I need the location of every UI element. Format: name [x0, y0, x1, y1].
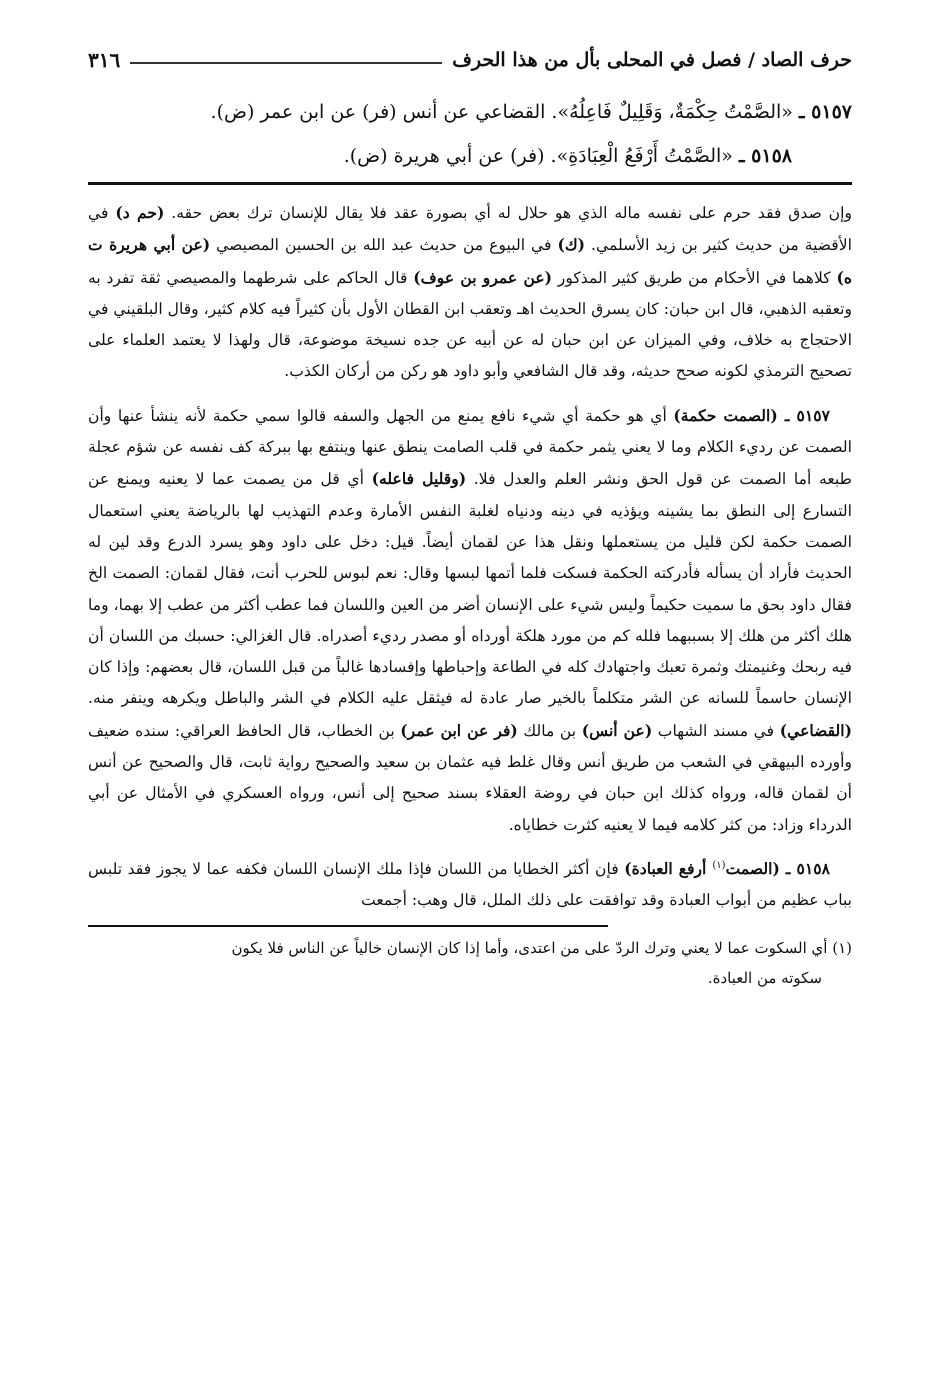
entry-number: ٥١٥٨ ـ — [779, 858, 830, 878]
source-code: (حم د) — [115, 203, 165, 222]
commentary-text: بن الخطاب، قال الحافظ العراقي: سنده ضعيف وأورده البيهقي في الشعب من طريق أنس وقال غلط فيه عثمان بن سعيد والصحيح رواية ثابت، قال والصحيح عن أنس أن لقمان قاله، ورواه كذلك ابن حبان في روضة العقلاء بسند صحيح إلى أنس، ورواه العسكري في الأمثال عن أبي الدرداء وزاد: من كثر كلامه فيما لا يعنيه كثرت خطاياه. — [88, 721, 852, 834]
commentary-text: في البيوع من حديث عبد الله بن الحسين المصيصي — [210, 236, 558, 255]
quoted-phrase: (الصمت حكمة) — [673, 405, 778, 425]
source-code: (عن أبي هريرة ت ه) — [88, 235, 852, 287]
book-page — [88, 40, 852, 993]
footnote-text: سكوته من العبادة. — [707, 968, 822, 987]
commentary-text: أي قل من يصمت عما لا يعنيه ويمنع عن التسارع إلى النطق بما يشينه ويؤذيه في دينه ودنياه لغلبة النفس الأمارة وعدم التهذيب لها بالرياضة يعني استعمال الصمت حكمة لكن قليل من يستعملها ونقل هذا عن لقمان أيضاً. قيل: دخل على داود وهو يسرد الدرع وقد لين له الحديث فأراد أن يسأله فأدركته الحكمة فسكت فلما أتمها لبسها وقال: نعم لبوس للحرب أنت، فقال لقمان: الصمت الخ فقال داود بحق ما سميت حكيماً وليس شيء على الإنسان أضر من العين واللسان فما عطب أكثر من عطب إلا بهما، وما هلك أكثر من هلك إلا بسببهما فلله كم من مورد هلكة أورداه أو مصدر رديء أصدراه. قال الغزالي: حسبك من اللسان أن فيه ربحك وغنيمتك وثمرة تعبك واجتهادك كله في الطاعة وإحباطها وإفسادها غالباً من قبل اللسان، قال بعضهم: وإذا كان الإنسان حاسماً للسانه عن الشر متكلماً بالخير صار عادة له فيثقل عليه الكلام في الشر والباطل ويكرهه وينفر منه. — [88, 470, 852, 708]
quoted-phrase: (وقليل فاعله) — [371, 469, 467, 489]
header-rule — [130, 62, 442, 64]
hadith-entry-5157 — [88, 90, 852, 134]
commentary-text: بن مالك — [517, 721, 582, 740]
footnote-1 — [88, 933, 852, 993]
hadith-text: «الصَّمْتُ حِكْمَةٌ، وَقَلِيلٌ فَاعِلُهُ». القضاعي عن أنس (فر) عن ابن عمر (ض). — [210, 101, 793, 123]
footnote-divider — [88, 925, 608, 927]
hadith-entry-5158 — [88, 134, 852, 178]
commentary-entry-5158 — [88, 853, 852, 917]
page-number: ٣١٦ — [88, 48, 121, 72]
commentary-text: أي هو حكمة أي شيء نافع يمنع من الجهل والسفه قالوا سمي حكمة لأنه ينشأ عنها وأن الصمت عن رديء الكلام وما لا يعني يثمر حكمة في قلب الصامت ينطق عنها وينتفع بها ببركة كف نفسه عن شؤم عجلة طبعه أما الصمت عن قول الحق ونشر العلم والعدل فلا. — [88, 406, 852, 489]
running-header — [88, 40, 852, 80]
header-title: حرف الصاد / فصل في المحلى بأل من هذا الحرف — [452, 49, 852, 71]
commentary-entry-5157 — [88, 400, 852, 841]
commentary-text: في مسند الشهاب — [652, 721, 780, 740]
footnote-text: أي السكوت عما لا يعني وترك الردّ على من اعتدى، وأما إذا كان الإنسان خالياً عن الناس فلا يكون — [231, 938, 833, 957]
source-code: (ك) — [557, 235, 586, 255]
commentary-text: وإن صدق فقد حرم على نفسه ماله الذي هو حلال له أي بصورة عقد فلا يقال للإنسان ترك بعض حقه. — [164, 204, 852, 222]
source-code: (عن أنس) — [581, 720, 653, 740]
hadith-number: ٥١٥٨ ـ — [738, 145, 792, 167]
commentary-section — [88, 197, 852, 917]
source-code: (عن عمرو بن عوف) — [413, 267, 553, 287]
source-code: (القضاعي) — [779, 720, 852, 740]
entry-number: ٥١٥٧ ـ — [777, 405, 830, 425]
footnote-reference[interactable]: (١) — [712, 859, 726, 871]
commentary-text: كلاهما في الأحكام من طريق كثير المذكور — [552, 268, 837, 287]
quoted-phrase: أرفع العبادة) — [624, 858, 713, 878]
matn-commentary-divider — [88, 182, 852, 185]
quoted-phrase: (الصمت — [725, 858, 780, 878]
commentary-text: في الأقضية من حديث كثير بن زيد الأسلمي. — [88, 204, 852, 255]
commentary-text: فإن أكثر الخطايا من اللسان فإذا ملك الإنسان اللسان فكفه عما لا يجوز فقد تلبس بباب عظيم من أبواب العبادة وقد توافقت على ذلك الملل، قال وهب: أجمعت — [88, 859, 852, 910]
hadith-text-section — [88, 90, 852, 178]
commentary-continuation — [88, 197, 852, 388]
commentary-text: قال الحاكم على شرطهما والمصيصي ثقة تفرد به وتعقبه الذهبي، قال ابن حبان: كان يسرق الحديث اهـ وتعقب ابن القطان الأول بأن كثيراً فيه كلام كثير، وقال البلقيني في الاحتجاج به خلاف، وفي الميزان عن ابن حبان له عن أبيه عن جده نسيخة موضوعة، قال ولهذا لا يعتمد العلماء على تصحيح الترمذي لكونه صحح حديثه، وقد قال الشافعي وأبو داود هو ركن من أركان الكذب. — [88, 268, 852, 381]
footnote-marker: (١) — [832, 938, 852, 957]
hadith-text: «الصَّمْتُ أَرْفَعُ الْعِبَادَةِ». (فر) عن أبي هريرة (ض). — [343, 145, 733, 167]
source-code: (فر عن ابن عمر) — [400, 720, 518, 740]
hadith-number: ٥١٥٧ ـ — [798, 101, 852, 123]
